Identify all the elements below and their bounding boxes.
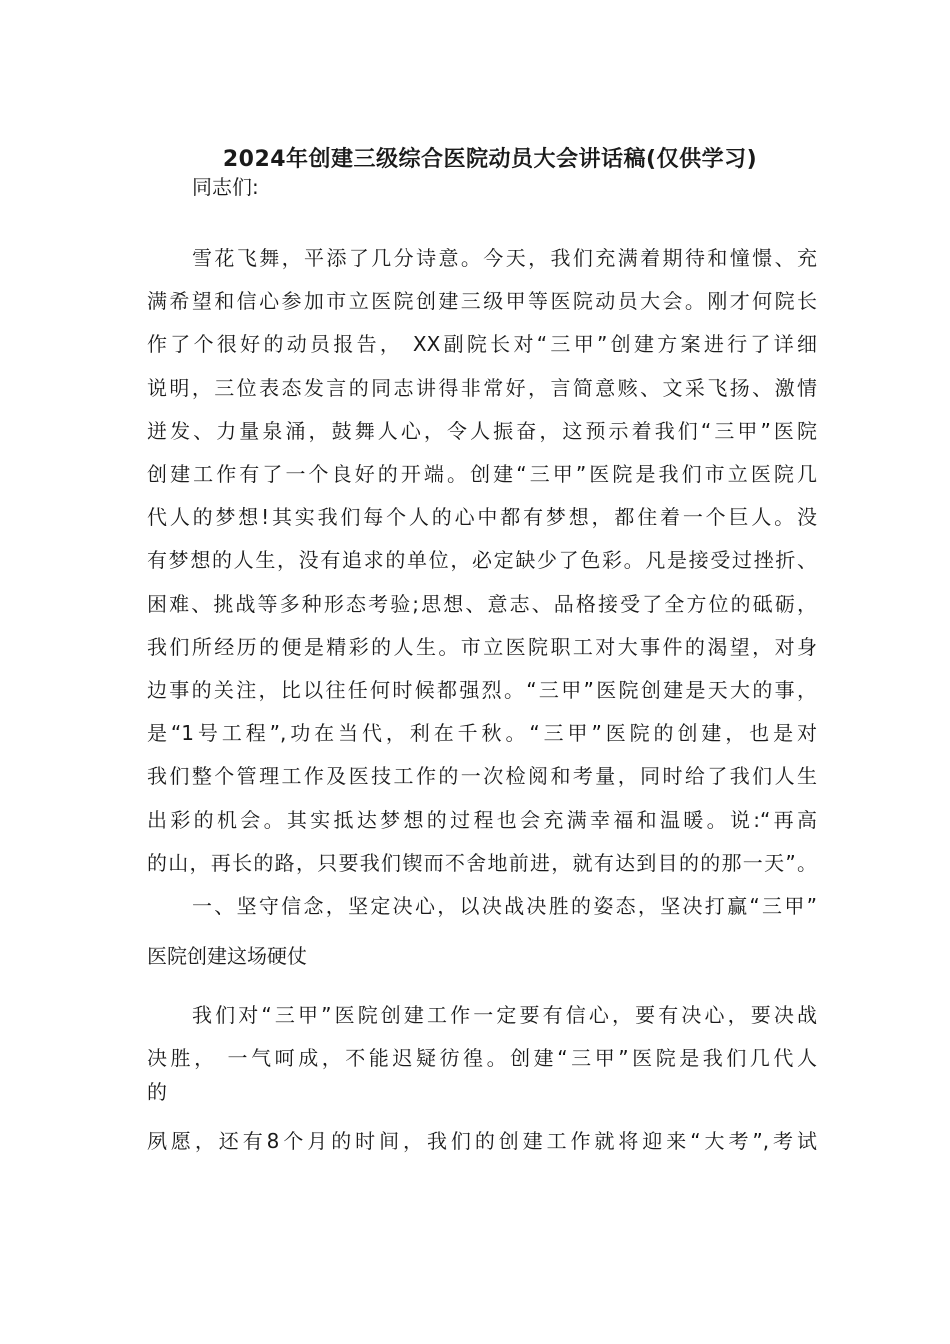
paragraph-line: 我们所经历的便是精彩的人生。市立医院职工对大事件的渴望，对身 [147,635,817,659]
paragraph-line: 我们整个管理工作及医技工作的一次检阅和考量，同时给了我们人生 [147,764,817,788]
paragraph-line: 雪花飞舞，平添了几分诗意。今天，我们充满着期待和憧憬、充 [192,246,817,270]
paragraph-line: 创建工作有了一个良好的开端。创建“三甲”医院是我们市立医院几 [147,462,817,486]
paragraph-line: 我们对“三甲”医院创建工作一定要有信心，要有决心，要决战 [192,1003,817,1027]
section-heading-line: 一、坚守信念，坚定决心，以决战决胜的姿态，坚决打赢“三甲” [192,894,817,918]
paragraph-line: 的 [147,1080,167,1104]
paragraph-line: 困难、挑战等多种形态考验;思想、意志、品格接受了全方位的砥砺， [147,592,817,616]
document-title: 2024年创建三级综合医院动员大会讲话稿(仅供学习) [222,147,758,172]
paragraph-line: 满希望和信心参加市立医院创建三级甲等医院动员大会。刚才何院长 [147,289,817,313]
paragraph-line: 边事的关注，比以往任何时候都强烈。“三甲”医院创建是天大的事， [147,678,817,702]
paragraph-line: 出彩的机会。其实抵达梦想的过程也会充满幸福和温暖。说:“再高 [147,808,817,832]
paragraph-line: 夙愿，还有8个月的时间，我们的创建工作就将迎来“大考”,考试 [147,1129,817,1153]
paragraph-line: 作了个很好的动员报告， XX副院长对“三甲”创建方案进行了详细 [147,332,817,356]
paragraph-line: 迸发、力量泉涌，鼓舞人心，令人振奋，这预示着我们“三甲”医院 [147,419,817,443]
section-heading-line: 医院创建这场硬仗 [147,944,307,968]
paragraph-line: 有梦想的人生，没有追求的单位，必定缺少了色彩。凡是接受过挫折、 [147,548,817,572]
paragraph-line: 决胜， 一气呵成，不能迟疑彷徨。创建“三甲”医院是我们几代人 [147,1046,817,1070]
paragraph-line: 是“1号工程”,功在当代，利在千秋。“三甲”医院的创建，也是对 [147,721,817,745]
paragraph-line: 说明，三位表态发言的同志讲得非常好，言简意赅、文采飞扬、激情 [147,376,817,400]
paragraph-line: 的山，再长的路，只要我们锲而不舍地前进，就有达到目的的那一天”。 [147,851,817,875]
paragraph-line: 同志们: [192,175,259,199]
paragraph-line: 代人的梦想!其实我们每个人的心中都有梦想，都住着一个巨人。没 [147,505,817,529]
